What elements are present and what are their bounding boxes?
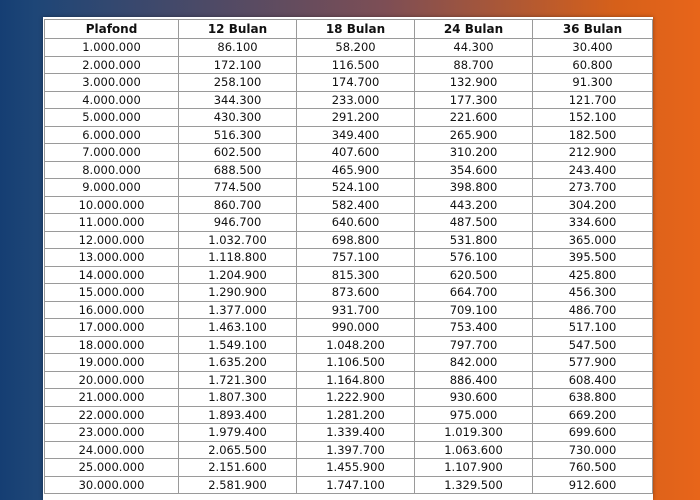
table-row xyxy=(45,476,653,494)
table-body xyxy=(45,39,653,494)
table-row xyxy=(45,56,653,74)
plafond-cell: 7.000.000 xyxy=(45,144,179,162)
cell-36-bulan: 60.800 xyxy=(533,56,653,74)
cell-18-bulan: 815.300 xyxy=(297,266,415,284)
cell-24-bulan: 975.000 xyxy=(415,406,533,424)
plafond-cell: 25.000.000 xyxy=(45,459,179,477)
plafond-cell: 13.000.000 xyxy=(45,249,179,267)
cell-18-bulan: 1.281.200 xyxy=(297,406,415,424)
plafond-cell: 5.000.000 xyxy=(45,109,179,127)
plafond-cell: 10.000.000 xyxy=(45,196,179,214)
table-row xyxy=(45,354,653,372)
cell-24-bulan: 88.700 xyxy=(415,56,533,74)
table-row xyxy=(45,424,653,442)
header-plafond: Plafond xyxy=(45,20,179,39)
cell-24-bulan: 1.019.300 xyxy=(415,424,533,442)
cell-18-bulan: 873.600 xyxy=(297,284,415,302)
cell-12-bulan: 1.549.100 xyxy=(179,336,297,354)
table-row xyxy=(45,179,653,197)
cell-12-bulan: 1.032.700 xyxy=(179,231,297,249)
table-row xyxy=(45,214,653,232)
plafond-cell: 11.000.000 xyxy=(45,214,179,232)
cell-18-bulan: 349.400 xyxy=(297,126,415,144)
cell-36-bulan: 638.800 xyxy=(533,389,653,407)
cell-12-bulan: 172.100 xyxy=(179,56,297,74)
table-row xyxy=(45,196,653,214)
cell-24-bulan: 398.800 xyxy=(415,179,533,197)
cell-18-bulan: 582.400 xyxy=(297,196,415,214)
table-row xyxy=(45,389,653,407)
cell-24-bulan: 842.000 xyxy=(415,354,533,372)
cell-12-bulan: 1.979.400 xyxy=(179,424,297,442)
plafond-cell: 24.000.000 xyxy=(45,441,179,459)
cell-18-bulan: 58.200 xyxy=(297,39,415,57)
cell-12-bulan: 516.300 xyxy=(179,126,297,144)
cell-36-bulan: 30.400 xyxy=(533,39,653,57)
cell-12-bulan: 1.463.100 xyxy=(179,319,297,337)
plafond-cell: 18.000.000 xyxy=(45,336,179,354)
cell-36-bulan: 517.100 xyxy=(533,319,653,337)
cell-12-bulan: 2.065.500 xyxy=(179,441,297,459)
cell-24-bulan: 177.300 xyxy=(415,91,533,109)
table-row xyxy=(45,126,653,144)
cell-18-bulan: 174.700 xyxy=(297,74,415,92)
plafond-cell: 9.000.000 xyxy=(45,179,179,197)
cell-36-bulan: 243.400 xyxy=(533,161,653,179)
cell-18-bulan: 1.164.800 xyxy=(297,371,415,389)
cell-36-bulan: 730.000 xyxy=(533,441,653,459)
cell-24-bulan: 1.329.500 xyxy=(415,476,533,494)
cell-24-bulan: 709.100 xyxy=(415,301,533,319)
cell-12-bulan: 1.290.900 xyxy=(179,284,297,302)
installment-table xyxy=(44,19,653,494)
header-18-bulan: 18 Bulan xyxy=(297,20,415,39)
plafond-cell: 30.000.000 xyxy=(45,476,179,494)
cell-36-bulan: 91.300 xyxy=(533,74,653,92)
plafond-cell: 3.000.000 xyxy=(45,74,179,92)
table-row xyxy=(45,249,653,267)
cell-12-bulan: 1.377.000 xyxy=(179,301,297,319)
table-row xyxy=(45,336,653,354)
cell-24-bulan: 797.700 xyxy=(415,336,533,354)
cell-24-bulan: 354.600 xyxy=(415,161,533,179)
cell-12-bulan: 258.100 xyxy=(179,74,297,92)
cell-12-bulan: 860.700 xyxy=(179,196,297,214)
plafond-cell: 6.000.000 xyxy=(45,126,179,144)
cell-24-bulan: 753.400 xyxy=(415,319,533,337)
cell-24-bulan: 576.100 xyxy=(415,249,533,267)
plafond-cell: 4.000.000 xyxy=(45,91,179,109)
cell-24-bulan: 664.700 xyxy=(415,284,533,302)
plafond-cell: 12.000.000 xyxy=(45,231,179,249)
table-row xyxy=(45,406,653,424)
cell-36-bulan: 760.500 xyxy=(533,459,653,477)
cell-18-bulan: 233.000 xyxy=(297,91,415,109)
cell-24-bulan: 487.500 xyxy=(415,214,533,232)
cell-18-bulan: 757.100 xyxy=(297,249,415,267)
cell-24-bulan: 132.900 xyxy=(415,74,533,92)
cell-36-bulan: 365.000 xyxy=(533,231,653,249)
cell-12-bulan: 1.893.400 xyxy=(179,406,297,424)
cell-18-bulan: 1.455.900 xyxy=(297,459,415,477)
cell-24-bulan: 44.300 xyxy=(415,39,533,57)
cell-24-bulan: 221.600 xyxy=(415,109,533,127)
table-row xyxy=(45,266,653,284)
cell-36-bulan: 547.500 xyxy=(533,336,653,354)
header-12-bulan: 12 Bulan xyxy=(179,20,297,39)
table-row xyxy=(45,441,653,459)
cell-12-bulan: 688.500 xyxy=(179,161,297,179)
cell-18-bulan: 116.500 xyxy=(297,56,415,74)
cell-18-bulan: 465.900 xyxy=(297,161,415,179)
cell-36-bulan: 304.200 xyxy=(533,196,653,214)
cell-36-bulan: 577.900 xyxy=(533,354,653,372)
table-row xyxy=(45,91,653,109)
table-row xyxy=(45,301,653,319)
cell-12-bulan: 1.721.300 xyxy=(179,371,297,389)
table-row xyxy=(45,39,653,57)
cell-36-bulan: 273.700 xyxy=(533,179,653,197)
cell-18-bulan: 990.000 xyxy=(297,319,415,337)
cell-18-bulan: 524.100 xyxy=(297,179,415,197)
cell-36-bulan: 486.700 xyxy=(533,301,653,319)
cell-36-bulan: 456.300 xyxy=(533,284,653,302)
plafond-cell: 21.000.000 xyxy=(45,389,179,407)
plafond-cell: 8.000.000 xyxy=(45,161,179,179)
cell-36-bulan: 699.600 xyxy=(533,424,653,442)
table-row xyxy=(45,371,653,389)
cell-18-bulan: 1.397.700 xyxy=(297,441,415,459)
table-row xyxy=(45,231,653,249)
cell-36-bulan: 395.500 xyxy=(533,249,653,267)
cell-36-bulan: 912.600 xyxy=(533,476,653,494)
plafond-cell: 19.000.000 xyxy=(45,354,179,372)
table-row xyxy=(45,319,653,337)
cell-36-bulan: 152.100 xyxy=(533,109,653,127)
cell-24-bulan: 443.200 xyxy=(415,196,533,214)
cell-24-bulan: 620.500 xyxy=(415,266,533,284)
cell-18-bulan: 291.200 xyxy=(297,109,415,127)
cell-18-bulan: 1.048.200 xyxy=(297,336,415,354)
header-36-bulan: 36 Bulan xyxy=(533,20,653,39)
cell-24-bulan: 886.400 xyxy=(415,371,533,389)
cell-18-bulan: 1.222.900 xyxy=(297,389,415,407)
table-row xyxy=(45,459,653,477)
cell-36-bulan: 212.900 xyxy=(533,144,653,162)
table-row xyxy=(45,109,653,127)
plafond-cell: 20.000.000 xyxy=(45,371,179,389)
cell-12-bulan: 1.807.300 xyxy=(179,389,297,407)
cell-12-bulan: 1.635.200 xyxy=(179,354,297,372)
cell-12-bulan: 1.204.900 xyxy=(179,266,297,284)
cell-24-bulan: 310.200 xyxy=(415,144,533,162)
header-24-bulan: 24 Bulan xyxy=(415,20,533,39)
cell-18-bulan: 1.747.100 xyxy=(297,476,415,494)
plafond-cell: 22.000.000 xyxy=(45,406,179,424)
installment-table-sheet xyxy=(43,17,653,500)
cell-24-bulan: 265.900 xyxy=(415,126,533,144)
plafond-cell: 17.000.000 xyxy=(45,319,179,337)
cell-36-bulan: 121.700 xyxy=(533,91,653,109)
cell-24-bulan: 1.063.600 xyxy=(415,441,533,459)
cell-12-bulan: 2.581.900 xyxy=(179,476,297,494)
cell-18-bulan: 1.339.400 xyxy=(297,424,415,442)
cell-24-bulan: 531.800 xyxy=(415,231,533,249)
plafond-cell: 23.000.000 xyxy=(45,424,179,442)
cell-12-bulan: 774.500 xyxy=(179,179,297,197)
cell-12-bulan: 2.151.600 xyxy=(179,459,297,477)
cell-18-bulan: 640.600 xyxy=(297,214,415,232)
cell-18-bulan: 698.800 xyxy=(297,231,415,249)
table-row xyxy=(45,144,653,162)
cell-18-bulan: 407.600 xyxy=(297,144,415,162)
cell-12-bulan: 344.300 xyxy=(179,91,297,109)
cell-18-bulan: 931.700 xyxy=(297,301,415,319)
cell-24-bulan: 1.107.900 xyxy=(415,459,533,477)
cell-12-bulan: 430.300 xyxy=(179,109,297,127)
cell-12-bulan: 602.500 xyxy=(179,144,297,162)
cell-12-bulan: 946.700 xyxy=(179,214,297,232)
table-row xyxy=(45,161,653,179)
plafond-cell: 16.000.000 xyxy=(45,301,179,319)
table-header-row xyxy=(45,20,653,39)
table-row xyxy=(45,284,653,302)
cell-36-bulan: 425.800 xyxy=(533,266,653,284)
cell-36-bulan: 669.200 xyxy=(533,406,653,424)
table-row xyxy=(45,74,653,92)
cell-18-bulan: 1.106.500 xyxy=(297,354,415,372)
plafond-cell: 15.000.000 xyxy=(45,284,179,302)
cell-12-bulan: 86.100 xyxy=(179,39,297,57)
cell-36-bulan: 182.500 xyxy=(533,126,653,144)
plafond-cell: 14.000.000 xyxy=(45,266,179,284)
cell-12-bulan: 1.118.800 xyxy=(179,249,297,267)
cell-36-bulan: 334.600 xyxy=(533,214,653,232)
plafond-cell: 1.000.000 xyxy=(45,39,179,57)
cell-24-bulan: 930.600 xyxy=(415,389,533,407)
plafond-cell: 2.000.000 xyxy=(45,56,179,74)
cell-36-bulan: 608.400 xyxy=(533,371,653,389)
